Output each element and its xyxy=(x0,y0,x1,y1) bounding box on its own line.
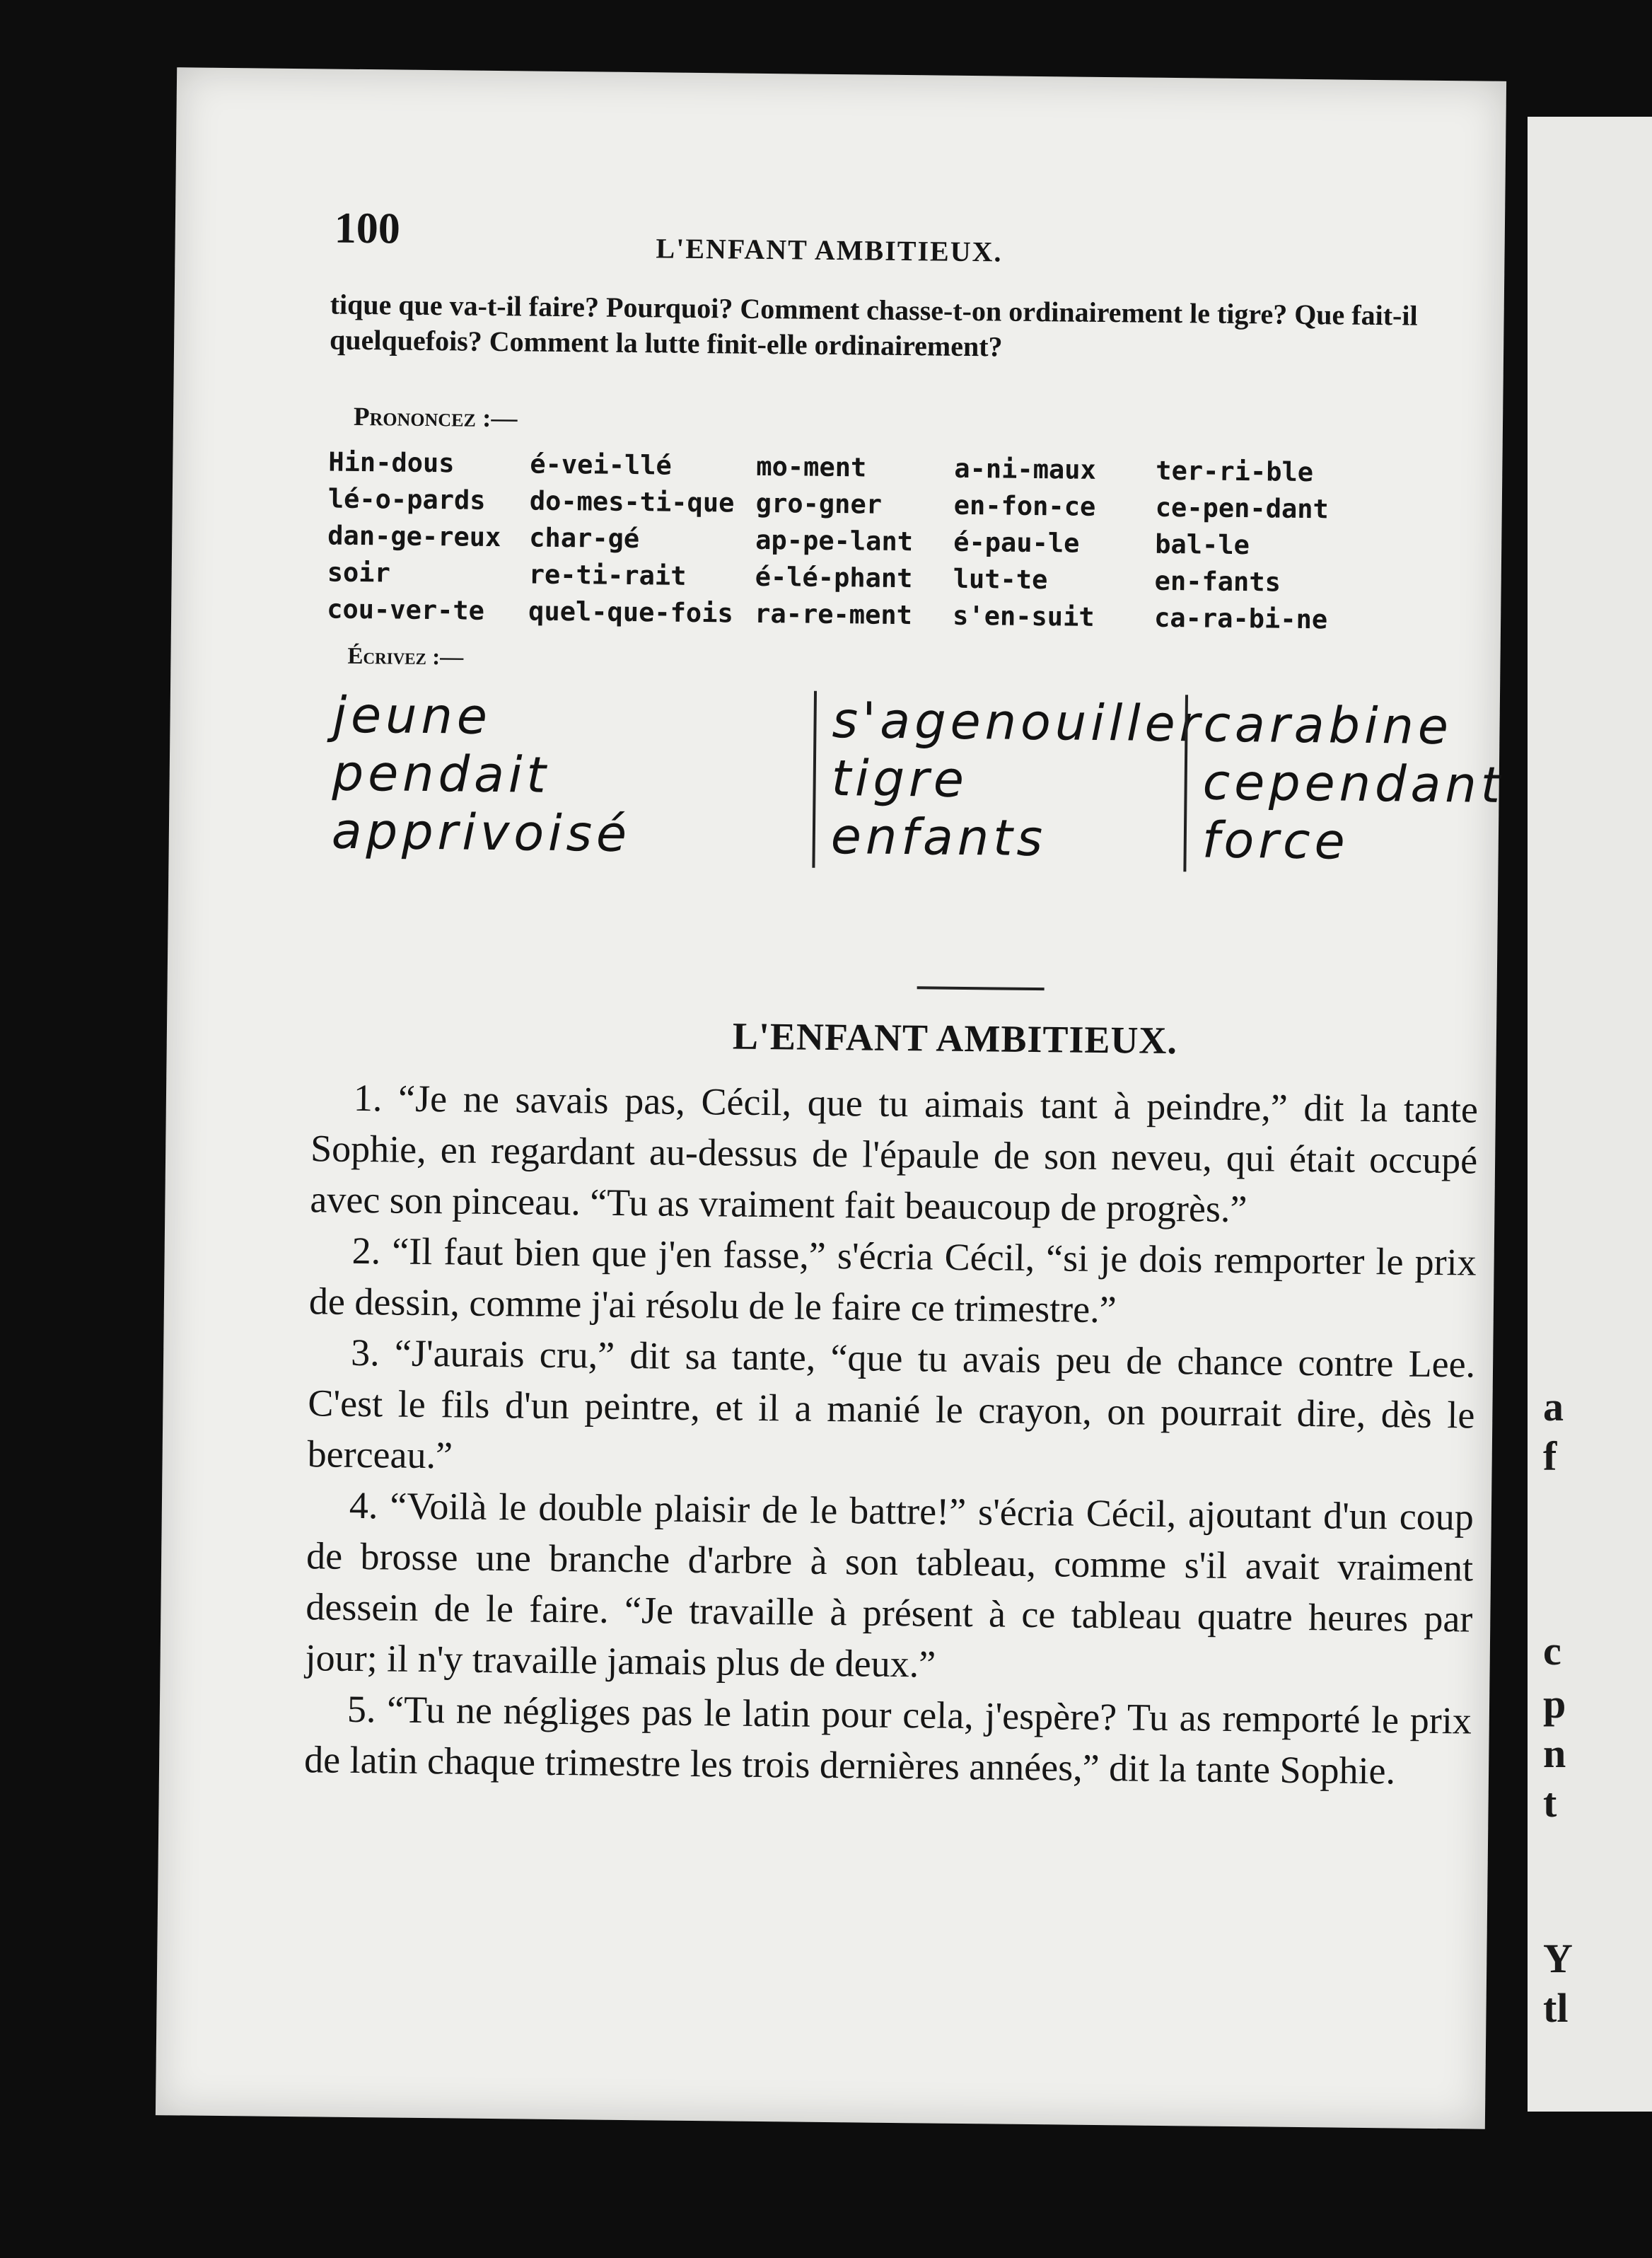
paragraph: 1. “Je ne savais pas, Cécil, que tu aimais tant à peindre,” dit la tante Sophie, en regardant au-dessus de l'épaule de son neveu, qui était occupé avec son pinceau. “Tu as vraiment fait beaucoup de progrès.” xyxy=(310,1076,1479,1231)
page-number: 100 xyxy=(334,204,401,253)
book-page xyxy=(156,67,1506,2129)
write-word: tigre xyxy=(831,748,969,809)
pronounce-column xyxy=(327,444,530,630)
pronounce-word: quel-que-fois xyxy=(528,596,733,629)
paragraph: 4. “Voilà le double plaisir de le battre!” s'écria Cécil, ajoutant d'un coup de brosse une branche d'arbre à son tableau, comme s'il avait vraiment dessein de le faire. “Je travaille à présent à ce tableau quatre heures par jour; il n'y travaille jamais plus de deux.” xyxy=(305,1483,1474,1686)
write-word: s'agenouiller xyxy=(832,690,1204,753)
running-head: L'ENFANT AMBITIEUX. xyxy=(656,232,1003,268)
facing-page-fragment: Y xyxy=(1543,1935,1573,1981)
pronounce-column xyxy=(953,451,1156,637)
pronounce-word: é-lé-phant xyxy=(755,561,913,594)
pronounce-word: do-mes-ti-que xyxy=(529,485,735,519)
write-word: carabine xyxy=(1203,695,1453,756)
pronounce-word: en-fon-ce xyxy=(953,490,1096,522)
pronounce-word: bal-le xyxy=(1155,528,1250,561)
pronounce-column xyxy=(528,446,757,632)
pronounce-word: cou-ver-te xyxy=(326,594,485,626)
write-column xyxy=(812,691,1204,872)
pronounce-word: soir xyxy=(327,557,391,589)
facing-page-fragment: f xyxy=(1543,1433,1557,1479)
facing-page-fragment: p xyxy=(1543,1681,1566,1727)
paragraph: 2. “Il faut bien que j'en fasse,” s'écria Cécil, “si je dois remporter le prix de dessin, comme j'ai résolu de le faire ce trimestre.” xyxy=(308,1229,1477,1331)
write-column xyxy=(331,686,632,863)
paragraph: 3. “J'aurais cru,” dit sa tante, “que tu avais peu de chance contre Lee. C'est le fils d'un peintre, et il a manié le crayon, on pourrait dire, dès le berceau.” xyxy=(307,1331,1476,1477)
write-label: Écrivez :— xyxy=(347,643,464,671)
pronounce-word: mo-ment xyxy=(756,451,867,483)
story-title: L'ENFANT AMBITIEUX. xyxy=(732,1014,1178,1063)
pronounce-word: lut-te xyxy=(953,563,1048,596)
write-word: apprivoisé xyxy=(331,801,632,864)
pronounce-word: é-pau-le xyxy=(953,526,1080,559)
facing-page-fragment: tl xyxy=(1543,1985,1569,2031)
write-word: pendait xyxy=(332,743,551,804)
facing-page-edge xyxy=(1528,117,1652,2112)
pronounce-word: a-ni-maux xyxy=(954,453,1097,485)
pronounce-word: ce-pen-dant xyxy=(1155,492,1330,525)
paragraph: 5. “Tu ne négliges pas le latin pour cela, j'espère? Tu as remporté le prix de latin chaque trimestre les trois dernières années,” dit la tante Sophie. xyxy=(303,1687,1472,1793)
facing-page-fragment: t xyxy=(1543,1780,1557,1826)
pronounce-word: lé-o-pards xyxy=(327,483,486,516)
pronounce-column xyxy=(1154,453,1368,639)
pronounce-word: dan-ge-reux xyxy=(327,520,501,553)
write-word: jeune xyxy=(332,685,492,746)
facing-page-fragment: n xyxy=(1543,1730,1566,1776)
pronounce-table xyxy=(327,444,1496,640)
pronounce-column xyxy=(755,448,955,635)
write-word: force xyxy=(1202,811,1350,871)
pronounce-word: en-fants xyxy=(1154,565,1281,598)
pronounce-word: gro-gner xyxy=(755,487,883,520)
facing-page-fragment: c xyxy=(1543,1628,1561,1674)
write-word: cependant xyxy=(1202,753,1505,814)
facing-page-fragment: a xyxy=(1543,1384,1564,1430)
write-word: enfants xyxy=(830,806,1047,868)
pronounce-word: é-vei-llé xyxy=(530,448,673,481)
pronounce-word: ra-re-ment xyxy=(754,598,913,631)
story-body xyxy=(304,1072,1478,1797)
pronounce-word: char-gé xyxy=(529,522,640,555)
pronounce-word: ap-pe-lant xyxy=(755,524,914,557)
pronounce-word: ca-ra-bi-ne xyxy=(1153,602,1328,635)
pronounce-word: Hin-dous xyxy=(328,446,455,479)
review-questions: tique que va-t-il faire? Pourquoi? Comment chasse-t-on ordinairement le tigre? Que fait-il quelquefois? Comment la lutte finit-elle ordinairement? xyxy=(329,288,1418,363)
pronounce-word: ter-ri-ble xyxy=(1156,455,1314,488)
pronounce-word: s'en-suit xyxy=(952,600,1095,632)
pronounce-label: Prononcez :— xyxy=(353,402,518,434)
write-column xyxy=(1183,695,1505,875)
section-divider xyxy=(917,986,1045,990)
pronounce-word: re-ti-rait xyxy=(528,559,687,591)
